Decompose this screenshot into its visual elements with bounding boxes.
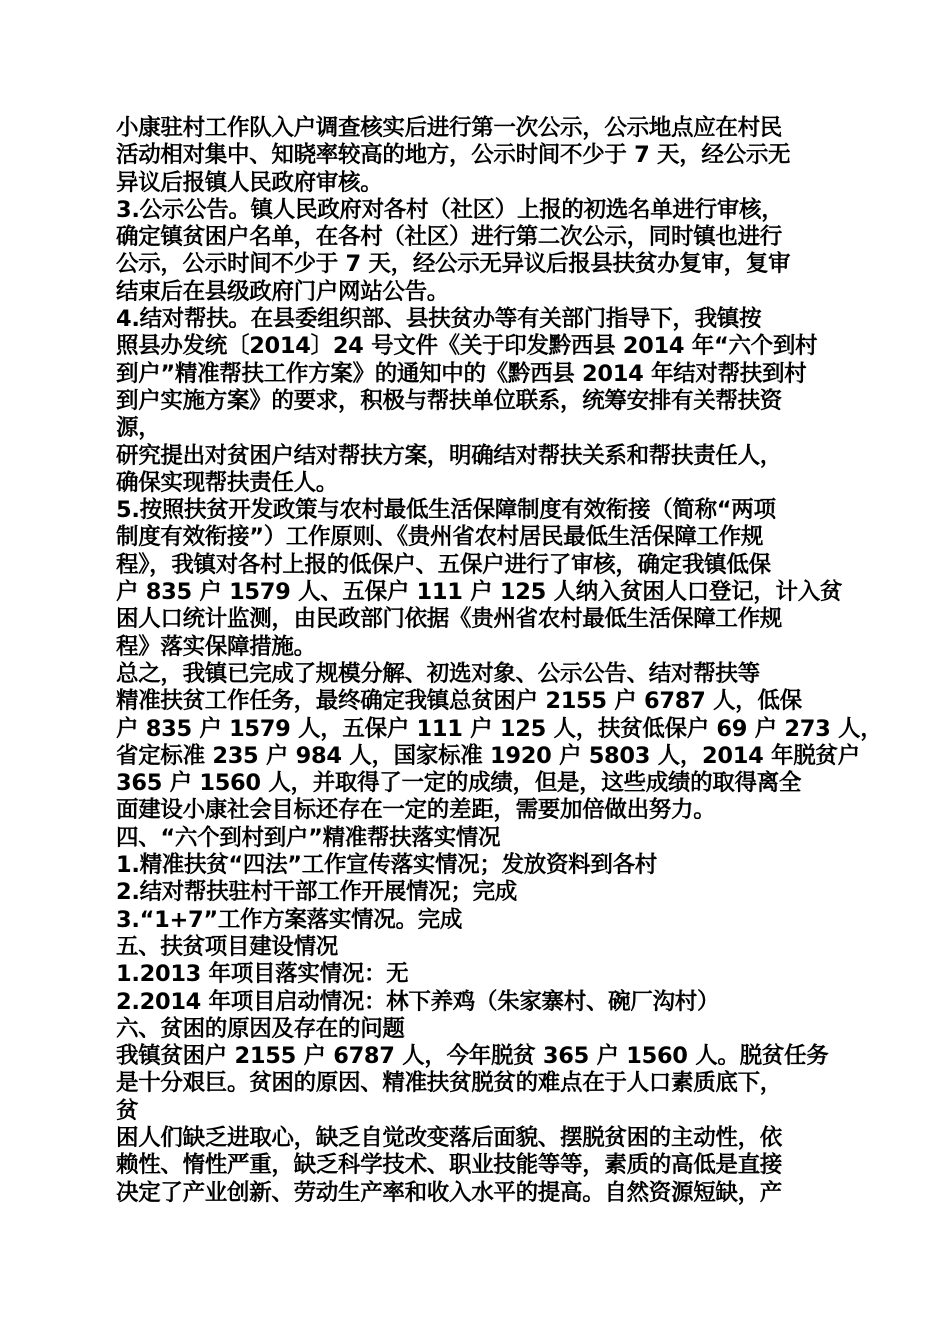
text-line: 确定镇贫困户名单，在各村（社区）进行第二次公示，同时镇也进行	[116, 224, 783, 251]
text-line: 源，	[116, 415, 161, 442]
text-line: 到户”精准帮扶工作方案》的通知中的《黔西县 2014 年结对帮扶到村	[116, 360, 807, 387]
text-line: 结束后在县级政府门户网站公告。	[116, 278, 450, 305]
text-line: 四、“六个到村到户”精准帮扶落实情况	[116, 824, 501, 851]
text-line: 程》落实保障措施。	[116, 633, 316, 660]
text-line: 活动相对集中、知晓率较高的地方，公示时间不少于 7 天，经公示无	[116, 142, 791, 169]
text-line: 赖性、惰性严重，缺乏科学技术、职业技能等等，素质的高低是直接	[116, 1152, 783, 1179]
text-line: 是十分艰巨。贫困的原因、精准扶贫脱贫的难点在于人口素质底下，	[116, 1070, 783, 1097]
text-line: 确保实现帮扶责任人。	[116, 469, 339, 496]
text-line: 五、扶贫项目建设情况	[116, 933, 339, 960]
text-line: 贫	[116, 1097, 139, 1124]
text-line: 省定标准 235 户 984 人，国家标准 1920 户 5803 人，2014 年脱贫户	[116, 742, 860, 769]
text-line: 1.精准扶贫“四法”工作宣传落实情况；发放资料到各村	[116, 852, 657, 879]
text-line: 到户实施方案》的要求，积极与帮扶单位联系，统筹安排有关帮扶资	[116, 387, 783, 414]
text-line: 程》，我镇对各村上报的低保户、五保户进行了审核，确定我镇低保	[116, 551, 771, 578]
text-line: 精准扶贫工作任务，最终确定我镇总贫困户 2155 户 6787 人，低保	[116, 688, 802, 715]
text-line: 户 835 户 1579 人，五保户 111 户 125 人，扶贫低保户 69 户 273 人，	[116, 715, 883, 742]
text-line: 制度有效衔接”）工作原则、《贵州省农村居民最低生活保障工作规	[116, 524, 764, 551]
text-line: 面建设小康社会目标还存在一定的差距，需要加倍做出努力。	[116, 797, 716, 824]
text-line: 公示，公示时间不少于 7 天，经公示无异议后报县扶贫办复审，复审	[116, 251, 791, 278]
text-line: 六、贫困的原因及存在的问题	[116, 1015, 405, 1042]
text-line: 3.“1+7”工作方案落实情况。完成	[116, 906, 463, 933]
document-page	[116, 115, 883, 1207]
text-line: 4.结对帮扶。在县委组织部、县扶贫办等有关部门指导下，我镇按	[116, 306, 762, 333]
text-line: 研究提出对贫困户结对帮扶方案，明确结对帮扶关系和帮扶责任人，	[116, 442, 783, 469]
text-line: 困人口统计监测，由民政部门依据《贵州省农村最低生活保障工作规	[116, 606, 783, 633]
text-line: 1.2013 年项目落实情况：无	[116, 961, 409, 988]
text-line: 小康驻村工作队入户调查核实后进行第一次公示，公示地点应在村民	[116, 115, 783, 141]
text-line: 3.公示公告。镇人民政府对各村（社区）上报的初选名单进行审核，	[116, 196, 784, 223]
text-line: 我镇贫困户 2155 户 6787 人，今年脱贫 365 户 1560 人。脱贫任务	[116, 1043, 829, 1070]
text-line: 2.2014 年项目启动情况：林下养鸡（朱家寨村、碗厂沟村）	[116, 988, 720, 1015]
text-line: 决定了产业创新、劳动生产率和收入水平的提高。自然资源短缺，产	[116, 1179, 783, 1206]
text-line: 2.结对帮扶驻村干部工作开展情况；完成	[116, 879, 518, 906]
text-line: 365 户 1560 人，并取得了一定的成绩，但是，这些成绩的取得离全	[116, 770, 802, 797]
text-line: 困人们缺乏进取心，缺乏自觉改变落后面貌、摆脱贫困的主动性，依	[116, 1124, 783, 1151]
text-line: 5.按照扶贫开发政策与农村最低生活保障制度有效衔接（简称“两项	[116, 497, 776, 524]
text-line: 照县办发统〔2014〕24 号文件《关于印发黔西县 2014 年“六个到村	[116, 333, 818, 360]
text-line: 总之，我镇已完成了规模分解、初选对象、公示公告、结对帮扶等	[116, 660, 760, 687]
text-line: 户 835 户 1579 人、五保户 111 户 125 人纳入贫困人口登记，计入贫	[116, 579, 843, 606]
text-line: 异议后报镇人民政府审核。	[116, 169, 383, 196]
